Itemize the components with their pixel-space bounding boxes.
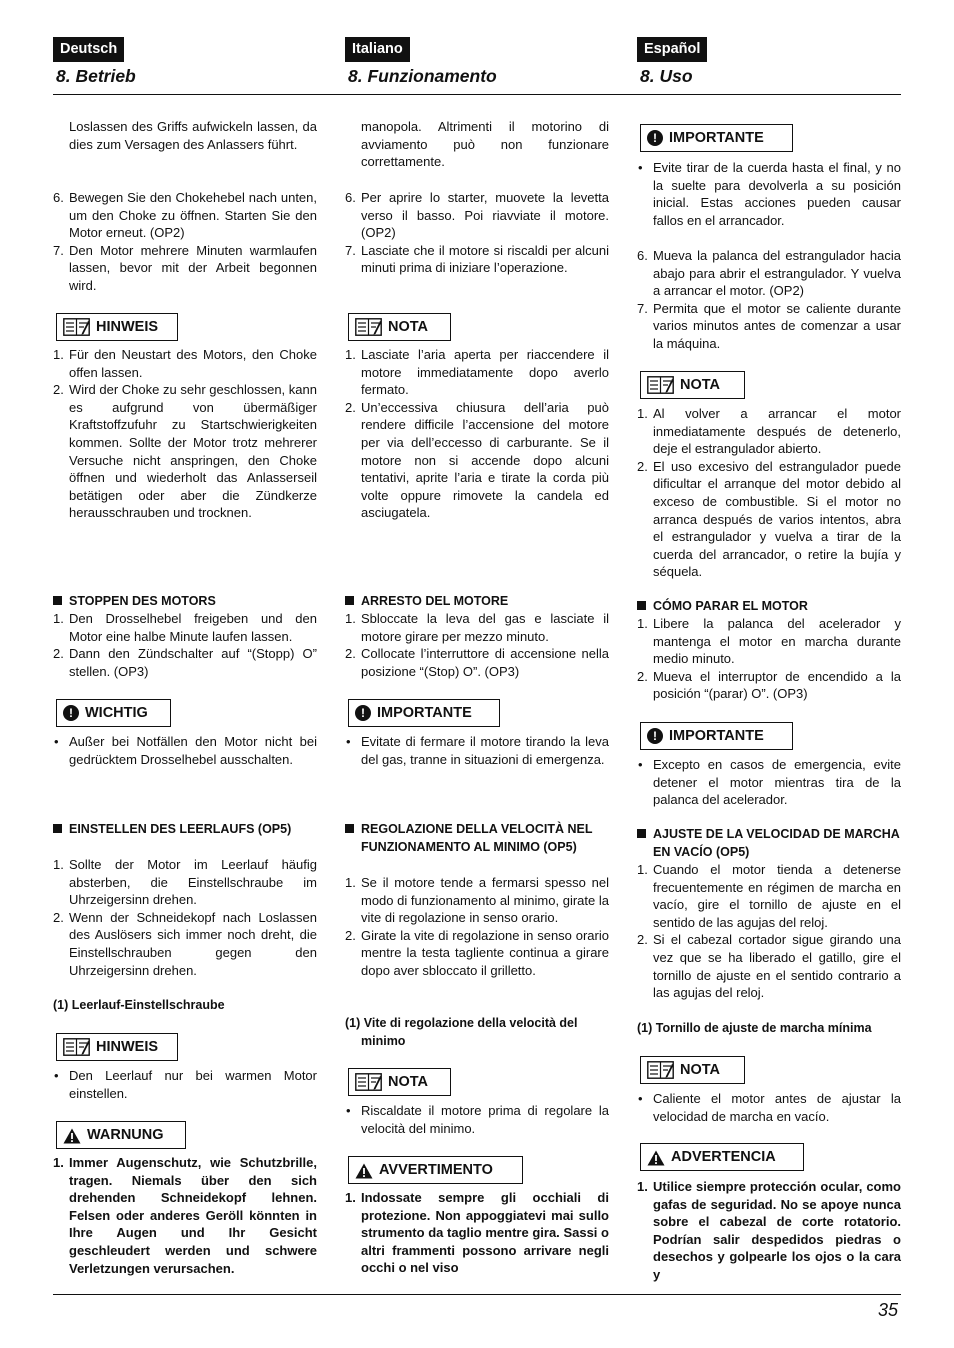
list-item (637, 931, 901, 1001)
list-item-text: Den Leerlauf nur bei warmen Motor einstellen. (69, 1068, 317, 1101)
list-item (345, 242, 609, 277)
list-item (637, 668, 901, 703)
list-item-text: Den Motor mehrere Minuten warmlaufen lassen, bevor mit der Arbeit begonnen wird. (69, 242, 317, 293)
notice-box-excl (348, 699, 500, 727)
language-tag: Italiano (345, 37, 410, 62)
list-item-text: Mueva la palanca del estrangulador hacia abajo para abrir el estrangulador. Y vuelva a arrancar el motor. (OP2) (653, 248, 901, 299)
text-block (53, 118, 317, 153)
bullet-icon: • (346, 1103, 351, 1118)
list-item-text: Per aprire lo starter, muovete la levetta verso il basso. Poi riavviate il motore. (OP2) (361, 190, 609, 241)
text-block (637, 1090, 901, 1125)
list-number: 1. (345, 611, 356, 626)
numbered-list (53, 1154, 317, 1277)
text-block (345, 821, 609, 856)
text-block (637, 247, 901, 353)
note-icon (355, 1073, 382, 1091)
notice-box-warn (348, 1156, 523, 1184)
square-bullet-icon (637, 601, 646, 610)
subsection-heading (53, 821, 317, 839)
list-item (53, 909, 317, 979)
bullet-list (53, 733, 317, 768)
square-bullet-icon (637, 829, 646, 838)
list-item-text: Wird der Choke zu sehr geschlossen, kann es aufgrund von übermäßiger Kraftstoffzufuhr zu Startschwierigkeiten kommen. Sollte der Motor trotz mehrerer Versuche nicht anspringen, den Choke öffnen und wiederholt das Anlasserseil betätigen oder aber die Zündkerze herausschrauben und trocknen. (69, 382, 317, 521)
text-block (345, 733, 609, 768)
notice-label: IMPORTANTE (669, 130, 764, 146)
list-item-text: El uso excesivo del estrangulador puede dificultar el arranque del motor debido al exceso de combustible. Si el motor no arranca después de varios intentos, abra el estrangulador y vuelva a tirar de la cuerda del arrancador, o retire la bujía y séquela. (653, 458, 901, 580)
notice-box-note (56, 1033, 178, 1061)
list-number: 7. (345, 242, 356, 258)
bullet-list (637, 756, 901, 809)
list-number: 1. (53, 611, 64, 626)
list-number: 2. (637, 668, 648, 684)
subsection-heading-text: EINSTELLEN DES LEERLAUFS (OP5) (69, 822, 292, 836)
list-item-text: Riscaldate il motore prima di regolare la velocità del minimo. (361, 1103, 609, 1136)
text-block (637, 1020, 901, 1038)
text-block (637, 598, 901, 616)
text-block (53, 821, 317, 839)
list-item-text: Si el cabezal cortador sigue girando una vez que se ha liberado el gatillo, gire el tornillo de ajuste en el sentido contrario a las agujas del reloj. (653, 932, 901, 1001)
notice-box-excl (56, 699, 171, 727)
list-item (53, 856, 317, 909)
bullet-icon: • (638, 1091, 643, 1106)
numbered-list (53, 189, 317, 295)
list-item (53, 733, 317, 768)
list-item-text: Al volver a arrancar el motor inmediatamente después de detenerlo, deje el estrangulador abierto. (653, 406, 901, 457)
notice-label: WARNUNG (87, 1127, 164, 1143)
numbered-list (53, 610, 317, 680)
text-block (345, 189, 609, 277)
exclamation-icon: ! (63, 705, 79, 721)
list-item (637, 1090, 901, 1125)
bullet-icon: • (638, 757, 643, 772)
notice-label: HINWEIS (96, 319, 159, 335)
list-number: 1. (53, 857, 64, 872)
list-number: 2. (345, 646, 356, 662)
list-item (53, 189, 317, 242)
text-block (345, 1102, 609, 1137)
notice-box-note (640, 371, 745, 399)
numbered-list (345, 874, 609, 980)
bullet-list (345, 1102, 609, 1137)
text-block (345, 593, 609, 611)
exclamation-icon: ! (647, 728, 663, 744)
text-block (53, 1154, 317, 1277)
list-number: 2. (53, 382, 64, 398)
list-item (53, 610, 317, 645)
text-block (637, 826, 901, 861)
text-block (53, 610, 317, 680)
list-item (637, 300, 901, 353)
list-item-text: Lasciate che il motore si riscaldi per alcuni minuti prima di iniziare l’operazione. (361, 242, 609, 276)
notice-label: HINWEIS (96, 1039, 159, 1055)
list-item-text: Excepto en casos de emergencia, evite detener el motor mientras tira de la palanca del acelerador. (653, 757, 901, 808)
list-item (53, 381, 317, 522)
list-item (637, 1178, 901, 1284)
list-item-text: Dann den Zündschalter auf “(Stopp) O” stellen. (OP3) (69, 646, 317, 679)
text-block (345, 346, 609, 522)
notice-label: NOTA (680, 377, 721, 393)
notice-label: NOTA (388, 319, 429, 335)
list-number: 2. (345, 927, 356, 943)
list-item (53, 1067, 317, 1102)
notice-box-note (640, 1056, 745, 1084)
list-number: 2. (345, 399, 356, 415)
text-block (53, 997, 317, 1015)
list-item (345, 733, 609, 768)
list-number: 1. (53, 1155, 64, 1170)
list-item (345, 1102, 609, 1137)
list-item (637, 247, 901, 300)
paragraph: Loslassen des Griffs aufwickeln lassen, da dies zum Versagen des Anlassers führt. (69, 119, 317, 152)
text-block (345, 1015, 609, 1050)
notice-box-excl (640, 124, 793, 152)
notice-box-note (348, 1068, 451, 1096)
text-block (53, 733, 317, 768)
list-item-text: Außer bei Notfällen den Motor nicht bei gedrücktem Drosselhebel ausschalten. (69, 734, 317, 767)
numbered-list (345, 610, 609, 680)
section-title: 8. Betrieb (56, 66, 136, 86)
notice-label: ADVERTENCIA (671, 1149, 776, 1165)
paragraph: manopola. Altrimenti il motorino di avviamento può non funzionare correttamente. (361, 119, 609, 170)
list-number: 2. (53, 909, 64, 925)
list-number: 6. (53, 190, 64, 205)
list-number: 1. (345, 347, 356, 362)
list-item-text: Caliente el motor antes de ajustar la velocidad de marcha en vacío. (653, 1091, 901, 1124)
bullet-icon: • (638, 160, 643, 175)
list-item (345, 189, 609, 242)
list-item (345, 610, 609, 645)
list-item-text: Lasciate l’aria aperta per riaccendere il motore immediatamente dopo averlo fermato. (361, 347, 609, 398)
list-item-text: Wenn der Schneidekopf nach Loslassen des Auslösers sich immer noch dreht, die Einstellschrauben gegen den Uhrzeigersinn drehen. (69, 909, 317, 978)
bullet-list (637, 159, 901, 229)
note-icon (647, 376, 674, 394)
notice-label: NOTA (680, 1062, 721, 1078)
list-number: 1. (53, 347, 64, 362)
note-icon (63, 1038, 90, 1056)
list-number: 1. (345, 875, 356, 890)
subsection-heading (345, 593, 609, 611)
text-block (637, 615, 901, 703)
list-item-text: Mueva el interruptor de encendido a la posición “(parar) O”. (OP3) (653, 668, 901, 702)
list-number: 7. (637, 300, 648, 316)
list-number: 1. (637, 616, 648, 631)
list-item (637, 159, 901, 229)
text-block (637, 756, 901, 809)
figure-caption: (1) Vite di regolazione della velocità del minimo (345, 1016, 578, 1048)
list-item-text: Sbloccate la leva del gas e lasciate il motore girare per mezzo minuto. (361, 611, 609, 644)
square-bullet-icon (53, 824, 62, 833)
subsection-heading-text: STOPPEN DES MOTORS (69, 594, 216, 608)
numbered-list (637, 405, 901, 581)
list-item-text: Bewegen Sie den Chokehebel nach unten, um den Choke zu öffnen. Starten Sie den Motor erneut. (OP2) (69, 190, 317, 241)
notice-box-excl (640, 722, 793, 750)
list-item (53, 346, 317, 381)
notice-label: IMPORTANTE (669, 728, 764, 744)
list-item-text: Sollte der Motor im Leerlauf häufig absterben, die Einstellschraube im Uhrzeigersinn drehen. (69, 857, 317, 908)
text-block (345, 1189, 609, 1277)
note-icon (355, 318, 382, 336)
list-item (637, 756, 901, 809)
list-item (345, 399, 609, 522)
language-tag: Deutsch (53, 37, 124, 62)
bullet-icon: • (54, 734, 59, 749)
text-block (345, 610, 609, 680)
list-number: 1. (637, 862, 648, 877)
text-block (53, 189, 317, 295)
list-item-text: Evitate di fermare il motore tirando la leva del gas, tranne in situazioni di emergenza. (361, 734, 609, 767)
numbered-list (637, 861, 901, 1002)
language-tag: Español (637, 37, 707, 62)
subsection-heading-text: REGOLAZIONE DELLA VELOCITÀ NEL FUNZIONAMENTO AL MINIMO (OP5) (361, 822, 593, 854)
list-item (53, 645, 317, 680)
text-block (53, 346, 317, 522)
list-item (53, 242, 317, 295)
text-block (637, 159, 901, 229)
list-item-text: Se il motore tende a fermarsi spesso nel modo di funzionamento al minimo, girate la vite di regolazione in senso orario. (361, 875, 609, 926)
warning-icon (63, 1127, 81, 1143)
subsection-heading-text: CÓMO PARAR EL MOTOR (653, 599, 808, 613)
list-item (345, 1189, 609, 1277)
list-item-text: Indossate sempre gli occhiali di protezione. Non appoggiatevi mai sullo strumento da taglio mentre gira. Sassi o altri frammenti possono arrivare negli occhi o nel viso (361, 1190, 609, 1276)
text-block (637, 1178, 901, 1284)
list-item-text: Girate la vite di regolazione in senso orario mentre la testa tagliente continua a girare dopo aver sbloccato il grilletto. (361, 927, 609, 978)
list-number: 1. (637, 1179, 648, 1194)
notice-label: IMPORTANTE (377, 705, 472, 721)
numbered-list (53, 856, 317, 979)
section-title: 8. Funzionamento (348, 66, 497, 86)
list-item-text: Libere la palanca del acelerador y mantenga el motor en marcha durante medio minuto. (653, 616, 901, 667)
bullet-icon: • (346, 734, 351, 749)
text-block (345, 118, 609, 171)
list-item-text: Un’eccessiva chiusura dell’aria può rendere difficile l’accensione del motore per via dell’eccesso di carburante. Se il motore non si accende dopo alcuni tentativi, aprite l’aria e tirate la corda più volte oppure rimovete la candela ed asciugatela. (361, 399, 609, 521)
text-block (637, 405, 901, 581)
warning-icon (647, 1149, 665, 1165)
header-rule (53, 94, 901, 95)
list-item-text: Cuando el motor tienda a detenerse frecuentemente en régimen de marcha en vacío, gire el tornillo de ajuste en el sentido de las agujas del reloj. (653, 862, 901, 930)
list-item (345, 927, 609, 980)
list-item-text: Permita que el motor se caliente durante varios minutos antes de comenzar a usar la máquina. (653, 300, 901, 351)
list-item (637, 615, 901, 668)
footer-rule (53, 1294, 901, 1295)
numbered-list (637, 1178, 901, 1284)
subsection-heading (53, 593, 317, 611)
section-title: 8. Uso (640, 66, 693, 86)
list-number: 6. (345, 190, 356, 205)
note-icon (63, 318, 90, 336)
list-item-text: Für den Neustart des Motors, den Choke offen lassen. (69, 347, 317, 380)
note-icon (647, 1061, 674, 1079)
square-bullet-icon (53, 596, 62, 605)
notice-label: NOTA (388, 1074, 429, 1090)
list-item-text: Immer Augenschutz, wie Schutzbrille, tragen. Niemals über den sich drehenden Schneidekopf lehnen. Felsen oder anderes Geröll könnten in Ihre Augen und Ihr Gesicht geschleudert werden und schwere Verletzungen verursachen. (69, 1155, 317, 1276)
notice-label: WICHTIG (85, 705, 148, 721)
text-block (53, 593, 317, 611)
list-number: 7. (53, 242, 64, 258)
bullet-list (53, 1067, 317, 1102)
subsection-heading (637, 826, 901, 861)
notice-box-note (348, 313, 451, 341)
square-bullet-icon (345, 596, 354, 605)
notice-box-warn (56, 1121, 186, 1149)
text-block (53, 856, 317, 979)
figure-caption: (1) Tornillo de ajuste de marcha mínima (637, 1021, 872, 1035)
numbered-list (637, 615, 901, 703)
notice-box-note (56, 313, 178, 341)
list-item (345, 645, 609, 680)
numbered-list (53, 346, 317, 522)
list-item (345, 346, 609, 399)
numbered-list (345, 346, 609, 522)
page-number: 35 (877, 1300, 898, 1320)
list-number: 2. (53, 646, 64, 662)
list-item (345, 874, 609, 927)
list-number: 2. (637, 932, 648, 948)
list-number: 2. (637, 458, 648, 474)
subsection-heading-text: ARRESTO DEL MOTORE (361, 594, 509, 608)
numbered-list (345, 1189, 609, 1277)
bullet-list (637, 1090, 901, 1125)
numbered-list (637, 247, 901, 353)
text-block (53, 1067, 317, 1102)
notice-label: AVVERTIMENTO (379, 1162, 493, 1178)
list-item-text: Evite tirar de la cuerda hasta el final, y no la suelte para devolverla a su posición inicial. Estas acciones pueden causar fallos en el arrancador. (653, 160, 901, 228)
list-item-text: Collocate l’interruttore di accensione nella posizione “(Stop) O”. (OP3) (361, 646, 609, 679)
notice-box-warn (640, 1143, 804, 1171)
warning-icon (355, 1162, 373, 1178)
list-item (637, 861, 901, 931)
numbered-list (345, 189, 609, 277)
subsection-heading (345, 821, 609, 856)
list-item-text: Den Drosselhebel freigeben und den Motor eine halbe Minute laufen lassen. (69, 611, 317, 644)
bullet-icon: • (54, 1068, 59, 1083)
square-bullet-icon (345, 824, 354, 833)
subsection-heading (637, 598, 901, 616)
exclamation-icon: ! (647, 130, 663, 146)
list-number: 6. (637, 248, 648, 263)
subsection-heading-text: AJUSTE DE LA VELOCIDAD DE MARCHA EN VACÍO (OP5) (653, 827, 900, 859)
text-block (637, 861, 901, 1002)
text-block (345, 874, 609, 980)
list-item-text: Utilice siempre protección ocular, como gafas de seguridad. No se apoye nunca sobre el cabezal de corte rotatorio. Podrían salir despedidos piedras o desechos y golpearle los ojos o la cara y (653, 1179, 901, 1282)
list-item (637, 405, 901, 458)
bullet-list (345, 733, 609, 768)
list-item (53, 1154, 317, 1277)
figure-caption: (1) Leerlauf-Einstellschraube (53, 998, 225, 1012)
list-number: 1. (345, 1190, 356, 1205)
exclamation-icon: ! (355, 705, 371, 721)
list-number: 1. (637, 406, 648, 421)
list-item (637, 458, 901, 581)
